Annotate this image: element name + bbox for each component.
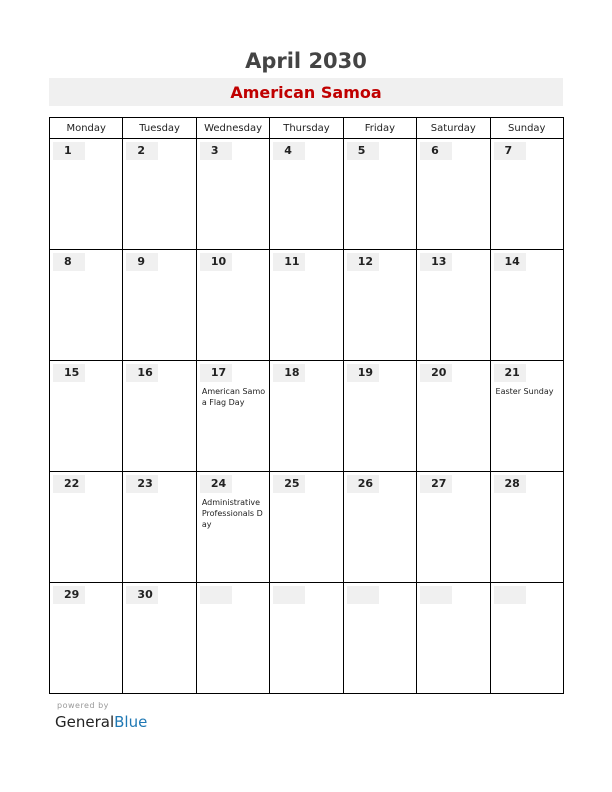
day-cell[interactable]: [123, 361, 196, 472]
day-number: 16: [126, 364, 158, 382]
brand-blue: Blue: [114, 713, 148, 731]
day-cell[interactable]: [417, 361, 490, 472]
day-number: 20: [420, 364, 452, 382]
day-cell[interactable]: [343, 250, 416, 361]
day-cell[interactable]: [417, 583, 490, 694]
week-row: [50, 361, 564, 472]
day-number: [494, 586, 526, 604]
day-cell[interactable]: [343, 583, 416, 694]
day-number: 3: [200, 142, 232, 160]
day-cell[interactable]: [123, 472, 196, 583]
day-number: 27: [420, 475, 452, 493]
day-number: [347, 586, 379, 604]
day-cell[interactable]: [50, 361, 123, 472]
day-cell[interactable]: [490, 361, 563, 472]
day-number: 2: [126, 142, 158, 160]
day-cell[interactable]: [490, 250, 563, 361]
calendar-grid: [49, 117, 564, 694]
day-number: 15: [53, 364, 85, 382]
day-number: 26: [347, 475, 379, 493]
weekday-saturday: Saturday: [417, 118, 490, 139]
weekday-sunday: Sunday: [490, 118, 563, 139]
day-number: 14: [494, 253, 526, 271]
holiday-event: American Samoa Flag Day: [201, 387, 266, 407]
day-cell[interactable]: [343, 472, 416, 583]
day-cell[interactable]: [270, 139, 343, 250]
week-row: [50, 250, 564, 361]
day-cell[interactable]: [270, 472, 343, 583]
day-cell[interactable]: [50, 583, 123, 694]
day-cell[interactable]: [270, 250, 343, 361]
day-cell[interactable]: [196, 361, 269, 472]
day-cell[interactable]: [417, 139, 490, 250]
weekday-thursday: Thursday: [270, 118, 343, 139]
day-cell[interactable]: [490, 583, 563, 694]
day-cell[interactable]: [417, 250, 490, 361]
day-number: 9: [126, 253, 158, 271]
day-cell[interactable]: [417, 472, 490, 583]
day-number: 18: [273, 364, 305, 382]
day-number: [200, 586, 232, 604]
day-number: 8: [53, 253, 85, 271]
day-number: 12: [347, 253, 379, 271]
day-number: 5: [347, 142, 379, 160]
week-row: [50, 472, 564, 583]
day-number: 28: [494, 475, 526, 493]
brand-general: General: [55, 713, 115, 731]
day-number: 21: [494, 364, 526, 382]
day-number: 17: [200, 364, 232, 382]
holiday-event: Administrative Professionals Day: [201, 498, 263, 529]
calendar-title: April 2030: [245, 49, 367, 73]
day-cell[interactable]: [490, 472, 563, 583]
day-cell[interactable]: [270, 361, 343, 472]
day-number: [420, 586, 452, 604]
brand-logo[interactable]: [55, 713, 147, 731]
day-cell[interactable]: [196, 472, 269, 583]
weekday-wednesday: Wednesday: [196, 118, 269, 139]
week-row: [50, 583, 564, 694]
day-number: 6: [420, 142, 452, 160]
day-cell[interactable]: [50, 139, 123, 250]
day-number: 23: [126, 475, 158, 493]
day-cell[interactable]: [490, 139, 563, 250]
holiday-event: Easter Sunday: [495, 387, 554, 396]
week-row: [50, 139, 564, 250]
day-cell[interactable]: [343, 361, 416, 472]
weekday-header-row: [50, 118, 564, 139]
day-cell[interactable]: [123, 250, 196, 361]
day-number: 22: [53, 475, 85, 493]
day-number: 10: [200, 253, 232, 271]
day-cell[interactable]: [50, 250, 123, 361]
day-cell[interactable]: [270, 583, 343, 694]
day-number: [273, 586, 305, 604]
day-cell[interactable]: [196, 250, 269, 361]
day-number: 1: [53, 142, 85, 160]
weekday-friday: Friday: [343, 118, 416, 139]
day-number: 13: [420, 253, 452, 271]
day-number: 29: [53, 586, 85, 604]
day-number: 24: [200, 475, 232, 493]
weekday-monday: Monday: [50, 118, 123, 139]
day-number: 7: [494, 142, 526, 160]
region-banner: [49, 78, 563, 106]
weekday-tuesday: Tuesday: [123, 118, 196, 139]
day-cell[interactable]: [50, 472, 123, 583]
day-number: 25: [273, 475, 305, 493]
day-cell[interactable]: [123, 139, 196, 250]
day-cell[interactable]: [123, 583, 196, 694]
day-number: 11: [273, 253, 305, 271]
calendar-body: [50, 139, 564, 694]
day-cell[interactable]: [196, 139, 269, 250]
day-cell[interactable]: [343, 139, 416, 250]
day-number: 30: [126, 586, 158, 604]
day-number: 19: [347, 364, 379, 382]
region-name: American Samoa: [230, 83, 382, 102]
day-cell[interactable]: [196, 583, 269, 694]
day-number: 4: [273, 142, 305, 160]
powered-by-label: powered by: [57, 701, 109, 710]
